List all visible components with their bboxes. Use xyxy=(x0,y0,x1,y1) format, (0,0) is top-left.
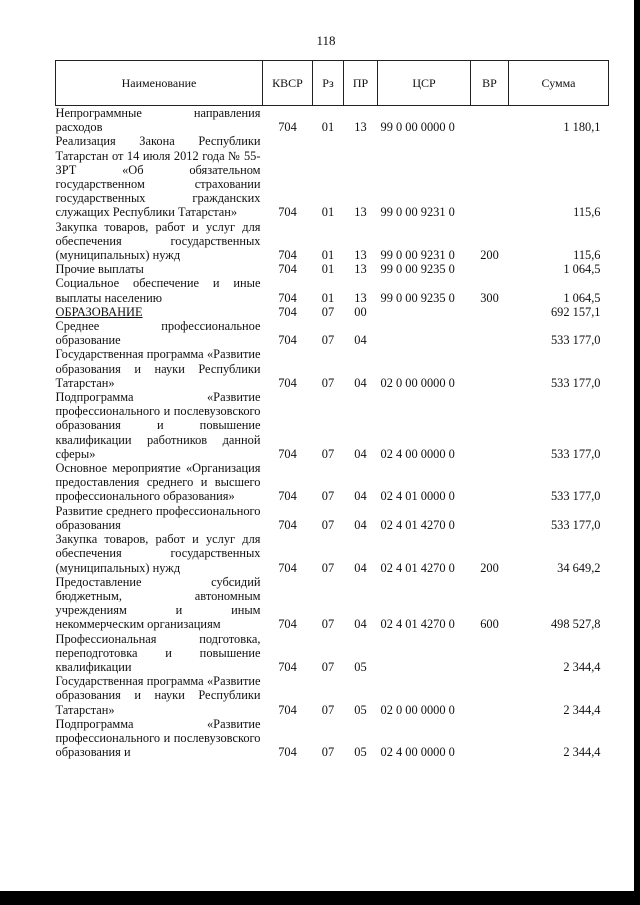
row-kvsr: 704 xyxy=(278,617,297,632)
row-rz: 07 xyxy=(321,745,335,760)
row-vr xyxy=(471,504,509,532)
row-vr: 200 xyxy=(480,560,499,575)
header-pr: ПР xyxy=(344,61,378,106)
row-vr: 600 xyxy=(480,617,499,632)
row-sum: 533 177,0 xyxy=(550,517,601,532)
row-rz: 01 xyxy=(321,262,335,277)
row-name: Государственная программа «Развитие образования и науки Республики Татарстан» xyxy=(55,347,261,390)
table-row xyxy=(56,220,609,263)
row-sum: 533 177,0 xyxy=(550,375,601,390)
row-sum: 692 157,1 xyxy=(550,304,601,319)
row-name: Прочие выплаты xyxy=(55,262,144,277)
row-name: Реализация Закона Республики Татарстан от 14 июля 2012 года № 55-ЗРТ «Об обязательном государственном страховании государственных гражданских служащих Республики Татарстан» xyxy=(55,134,261,220)
row-csr: 02 4 01 4270 0 xyxy=(380,517,455,532)
row-pr: 13 xyxy=(354,248,367,263)
table-row xyxy=(56,262,609,276)
row-rz: 07 xyxy=(321,517,335,532)
table-row xyxy=(56,461,609,504)
row-rz: 07 xyxy=(321,702,335,717)
table-row xyxy=(56,106,609,135)
row-rz: 01 xyxy=(321,290,335,305)
row-sum: 498 527,8 xyxy=(550,617,601,632)
row-pr: 05 xyxy=(354,745,367,760)
row-name: Профессиональная подготовка, переподготовка и повышение квалификации xyxy=(55,631,261,674)
row-vr xyxy=(471,134,509,219)
row-pr: 04 xyxy=(354,517,367,532)
row-rz: 07 xyxy=(321,659,335,674)
row-rz: 07 xyxy=(321,560,335,575)
row-csr: 99 0 00 9235 0 xyxy=(380,290,455,305)
header-name: Наименование xyxy=(56,61,263,106)
row-vr xyxy=(471,461,509,504)
table-header-row xyxy=(56,61,609,106)
row-rz: 01 xyxy=(321,120,335,135)
row-sum: 533 177,0 xyxy=(550,446,601,461)
header-vr: ВР xyxy=(471,61,509,106)
row-pr: 13 xyxy=(354,290,367,305)
row-csr xyxy=(378,632,471,675)
header-csr: ЦСР xyxy=(378,61,471,106)
row-sum: 1 064,5 xyxy=(563,290,601,305)
row-vr xyxy=(471,632,509,675)
row-name: Среднее профессиональное образование xyxy=(55,319,261,348)
row-csr: 02 4 01 4270 0 xyxy=(380,617,455,632)
row-sum: 533 177,0 xyxy=(550,489,601,504)
table-row xyxy=(56,276,609,304)
row-csr: 02 4 01 4270 0 xyxy=(380,560,455,575)
row-kvsr: 704 xyxy=(278,205,297,220)
row-pr: 13 xyxy=(354,120,367,135)
row-name: Закупка товаров, работ и услуг для обеспечения государственных (муниципальных) нужд xyxy=(55,219,261,263)
table-row xyxy=(56,319,609,347)
header-kvsr: КВСР xyxy=(263,61,313,106)
row-csr: 02 4 00 0000 0 xyxy=(380,745,455,760)
row-pr: 04 xyxy=(354,333,367,348)
row-csr: 02 0 00 0000 0 xyxy=(380,375,455,390)
row-vr xyxy=(471,674,509,717)
row-name: ОБРАЗОВАНИЕ xyxy=(55,304,143,319)
header-rz: Рз xyxy=(313,61,344,106)
budget-table xyxy=(55,60,609,759)
row-csr xyxy=(378,319,471,347)
table-row xyxy=(56,717,609,760)
row-kvsr: 704 xyxy=(278,375,297,390)
row-rz: 07 xyxy=(321,617,335,632)
row-csr: 02 0 00 0000 0 xyxy=(380,702,455,717)
row-name: Предоставление субсидий бюджетным, автономным учреждениям и иным некоммерческим организациям xyxy=(55,574,261,632)
row-rz: 07 xyxy=(321,304,335,319)
row-vr xyxy=(471,106,509,135)
row-sum: 1 064,5 xyxy=(563,262,601,277)
row-pr: 13 xyxy=(354,262,367,277)
row-rz: 07 xyxy=(321,333,335,348)
row-rz: 07 xyxy=(321,446,335,461)
row-name: Государственная программа «Развитие образования и науки Республики Татарстан» xyxy=(55,674,261,717)
row-rz: 07 xyxy=(321,375,335,390)
row-sum: 115,6 xyxy=(573,248,601,263)
table-row xyxy=(56,532,609,575)
row-name: Подпрограмма «Развитие профессионального и послевузовского образования и повышение квалификации работников данной сферы» xyxy=(55,390,261,461)
row-vr xyxy=(471,347,509,390)
row-sum: 2 344,4 xyxy=(563,659,601,674)
row-vr xyxy=(471,717,509,760)
row-vr xyxy=(471,305,509,319)
row-pr: 04 xyxy=(354,560,367,575)
row-vr: 200 xyxy=(480,248,499,263)
row-kvsr: 704 xyxy=(278,745,297,760)
row-sum: 2 344,4 xyxy=(563,745,601,760)
row-csr: 99 0 00 9231 0 xyxy=(380,248,455,263)
row-name: Социальное обеспечение и иные выплаты населению xyxy=(55,276,261,305)
row-csr xyxy=(378,305,471,319)
row-kvsr: 704 xyxy=(278,290,297,305)
table-body xyxy=(56,106,609,760)
row-pr: 00 xyxy=(354,304,367,319)
row-vr: 300 xyxy=(480,290,499,305)
row-pr: 04 xyxy=(354,489,367,504)
page-edge-bottom xyxy=(0,891,640,905)
row-kvsr: 704 xyxy=(278,489,297,504)
row-sum: 115,6 xyxy=(573,205,601,220)
row-kvsr: 704 xyxy=(278,262,297,277)
row-pr: 04 xyxy=(354,375,367,390)
table-row xyxy=(56,504,609,532)
page-edge-right xyxy=(634,0,640,905)
table-row xyxy=(56,632,609,675)
table-row xyxy=(56,347,609,390)
row-csr: 02 4 01 0000 0 xyxy=(380,489,455,504)
row-rz: 01 xyxy=(321,205,335,220)
row-pr: 04 xyxy=(354,446,367,461)
row-kvsr: 704 xyxy=(278,120,297,135)
row-vr xyxy=(471,390,509,461)
row-sum: 34 649,2 xyxy=(557,560,601,575)
row-csr: 02 4 00 0000 0 xyxy=(380,446,455,461)
row-pr: 05 xyxy=(354,659,367,674)
table-row xyxy=(56,674,609,717)
row-kvsr: 704 xyxy=(278,304,297,319)
row-name: Основное мероприятие «Организация предоставления среднего и высшего профессионального образования» xyxy=(55,461,261,504)
row-kvsr: 704 xyxy=(278,560,297,575)
row-csr: 99 0 00 9231 0 xyxy=(380,205,455,220)
row-kvsr: 704 xyxy=(278,446,297,461)
table-row xyxy=(56,305,609,319)
page-number: 118 xyxy=(316,33,336,48)
row-pr: 05 xyxy=(354,702,367,717)
row-name: Закупка товаров, работ и услуг для обеспечения государственных (муниципальных) нужд xyxy=(55,532,261,575)
row-name: Непрограммные направления расходов xyxy=(55,106,261,135)
row-vr xyxy=(471,262,509,276)
row-kvsr: 704 xyxy=(278,517,297,532)
row-pr: 13 xyxy=(354,205,367,220)
row-rz: 01 xyxy=(321,248,335,263)
row-sum: 1 180,1 xyxy=(563,120,601,135)
row-vr xyxy=(471,319,509,347)
table-row xyxy=(56,390,609,461)
table-row xyxy=(56,134,609,219)
row-csr: 99 0 00 9235 0 xyxy=(380,262,455,277)
row-rz: 07 xyxy=(321,489,335,504)
row-kvsr: 704 xyxy=(278,659,297,674)
row-kvsr: 704 xyxy=(278,248,297,263)
header-sum: Сумма xyxy=(509,61,609,106)
row-kvsr: 704 xyxy=(278,702,297,717)
row-name: Подпрограмма «Развитие профессионального и послевузовского образования и xyxy=(55,716,261,760)
row-name: Развитие среднего профессионального образования xyxy=(55,503,261,532)
row-sum: 533 177,0 xyxy=(550,333,601,348)
row-sum: 2 344,4 xyxy=(563,702,601,717)
row-csr: 99 0 00 0000 0 xyxy=(380,120,455,135)
row-pr: 04 xyxy=(354,617,367,632)
table-row xyxy=(56,575,609,632)
row-kvsr: 704 xyxy=(278,333,297,348)
